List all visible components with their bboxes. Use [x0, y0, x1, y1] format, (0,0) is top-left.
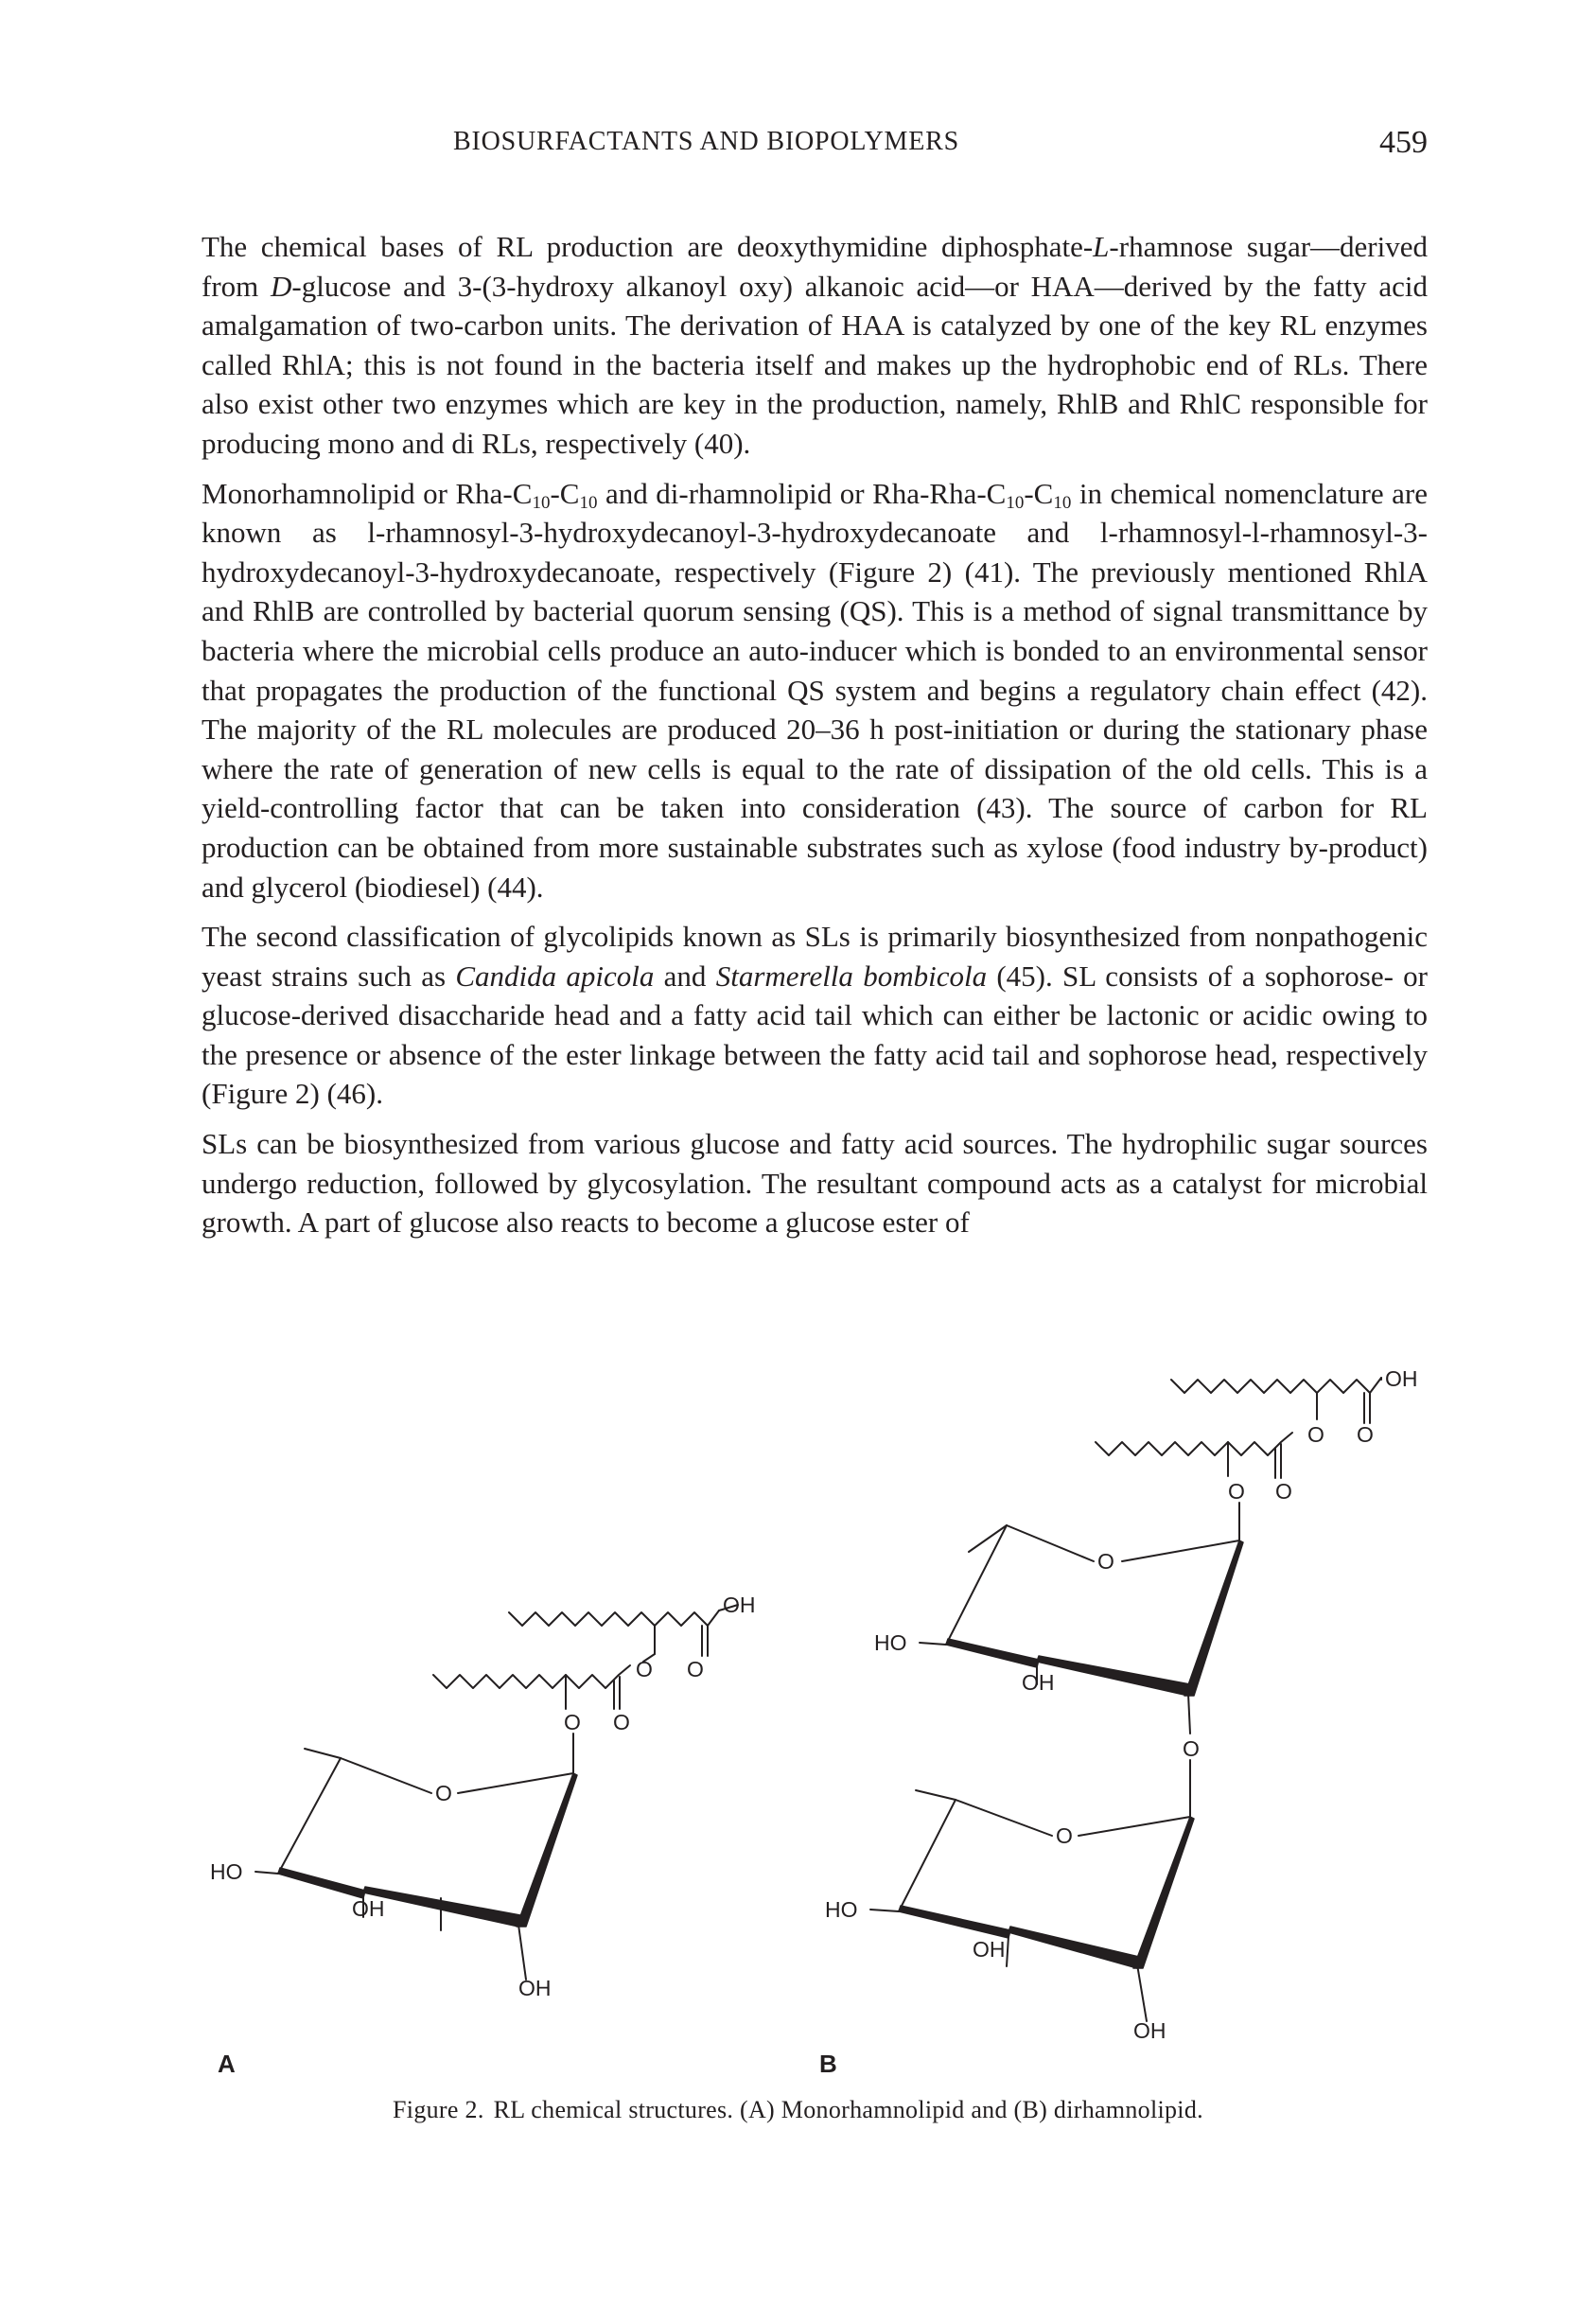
text-run: -glucose and 3-(3-hydroxy alkanoyl oxy) alkanoic acid—or HAA—derived by the fatty acid amalgamation of two-carbon units. The derivation of HAA is catalyzed by one of the key RL enzymes called RhlA; this is not found in the bacteria itself and makes up the hydrophobic end of RLs. There also exist other two enzymes which are key in the production, namely, RhlB and RhlC responsible for producing mono and di RLs, respectively (40). [202, 269, 1428, 460]
wedge-bond [1008, 1927, 1139, 1968]
ester-oxygen-label: O [564, 1710, 581, 1734]
hydroxyl-label: OH [1385, 1366, 1418, 1391]
ho-bond [255, 1872, 278, 1874]
wedge-bond [1184, 1540, 1243, 1696]
structure-b-dirhamnolipid [870, 1378, 1381, 2021]
wedge-bond [1133, 1817, 1194, 1968]
ho-bond [920, 1643, 946, 1645]
panel-label-a: A [218, 2050, 236, 2078]
text-run: The chemical bases of RL production are deoxythymidine diphosphate- [202, 230, 1094, 263]
wedge-bond [946, 1639, 1039, 1667]
text-run: -rhamnose sugar—derived from [202, 230, 1428, 303]
oh-bond [1137, 1964, 1147, 2021]
subscript: 10 [1006, 492, 1025, 513]
hydroxyl-label: OH [1133, 2018, 1166, 2043]
ring-bond [341, 1758, 431, 1793]
ring-bond [278, 1758, 341, 1874]
oh-bond [518, 1925, 526, 1980]
hydroxyl-label: OH [973, 1937, 1006, 1962]
methyl-bond [305, 1749, 341, 1758]
running-header [0, 127, 1596, 168]
ring-oxygen-label: O [1097, 1549, 1114, 1574]
wedge-bond [899, 1906, 1010, 1938]
paragraph-sophorolipids [202, 917, 1428, 1114]
subscript: 10 [1053, 492, 1072, 513]
ester-oxygen-label: O [1307, 1422, 1324, 1447]
text-run: The second classification of glycolipids known as SLs is primarily biosynthesized from nonpathogenic yeast strains such as [202, 920, 1428, 993]
text-run: (45). SL consists of a sophorose- or glucose-derived disaccharide head and a fatty acid tail which can either be lactonic or acidic owing to the presence or absence of the ester linkage between the fatty acid tail and sophorose head, respectively (Figure 2) (46). [202, 959, 1428, 1111]
text-run: SLs can be biosynthesized from various glucose and fatty acid sources. The hydrophilic sugar sources undergo reduction, followed by glycosylation. The resultant compound acts as a catalyst for microbial growth. A part of glucose also reacts to become a glucose ester of [202, 1127, 1428, 1240]
glycosidic-bond [1188, 1694, 1190, 1734]
hydroxyl-label: HO [874, 1630, 907, 1655]
glycosidic-oxygen-label: O [1183, 1736, 1200, 1761]
carbonyl-oxygen-label: O [1357, 1422, 1374, 1447]
wedge-bond [1037, 1656, 1190, 1696]
paragraph-sl-biosynthesis [202, 1124, 1428, 1242]
ring-oxygen-label: O [1056, 1823, 1073, 1848]
lower-alkyl-chain [1096, 1433, 1292, 1455]
text-run: and di-rhamnolipid or Rha-Rha-C [597, 476, 1007, 510]
wedge-bond [517, 1773, 577, 1927]
text-run: and [654, 959, 716, 993]
structure-a-monorhamnolipid [255, 1605, 738, 1980]
subscript: 10 [532, 492, 551, 513]
body-text [202, 227, 1428, 1253]
carbonyl-oxygen-label: O [613, 1710, 630, 1734]
ring-bond [458, 1773, 573, 1793]
subscript: 10 [579, 492, 598, 513]
ring-bond [946, 1525, 1007, 1645]
ester-oxygen-label: O [636, 1657, 653, 1681]
paragraph-rl-production [202, 227, 1428, 464]
hydroxyl-label: OH [723, 1593, 756, 1617]
lower-alkyl-chain [433, 1665, 630, 1688]
hydroxyl-label: OH [352, 1896, 385, 1921]
ring-bond [1079, 1817, 1190, 1836]
ring-bond [956, 1800, 1052, 1836]
figure-caption-label: Figure 2. [393, 2096, 484, 2123]
italic-run: L [1093, 230, 1110, 263]
figure-caption [0, 2096, 1596, 2124]
methyl-bond [916, 1790, 956, 1800]
hydroxyl-label: HO [210, 1859, 243, 1884]
hydroxyl-label: HO [825, 1897, 858, 1922]
text-run: in chemical nomenclature are known as l-rhamnosyl-3-hydroxydecanoyl-3-hydroxydecanoate and l-rhamnosyl-l-rhamnosyl-3-hydroxydecanoyl-3-hydroxydecanoate, respectively (Figure 2) (41). The previously mentioned RhlA and RhlB are controlled by bacterial quorum sensing (QS). This is a method of signal transmittance by bacteria where the microbial cells produce an auto-inducer which is bonded to an environmental sensor that propagates the production of the functional QS system and begins a regulatory chain effect (42). The majority of the RL molecules are produced 20–36 h post-initiation or during the stationary phase where the rate of generation of new cells is equal to the rate of dissipation of the old cells. This is a yield-controlling factor that can be taken into consideration (43). The source of carbon for RL production can be obtained from more sustainable substrates such as xylose (food industry by-product) and glycerol (biodiesel) (44). [202, 476, 1429, 904]
ring-oxygen-label: O [435, 1781, 452, 1805]
ester-oxygen-label: O [1228, 1479, 1245, 1504]
hydroxyl-label: OH [1022, 1670, 1055, 1695]
hydroxyl-label: OH [518, 1976, 552, 2000]
text-run: -C [550, 476, 580, 510]
carbonyl-oxygen-label: O [1275, 1479, 1292, 1504]
ring-bond [1122, 1540, 1239, 1561]
running-header-title: BIOSURFACTANTS AND BIOPOLYMERS [453, 127, 959, 156]
italic-run: D [271, 269, 292, 303]
text-run: -C [1024, 476, 1054, 510]
ho-bond [870, 1910, 899, 1911]
ring-bond [899, 1800, 956, 1911]
upper-alkyl-chain [1171, 1378, 1381, 1393]
panel-label-b: B [819, 2050, 837, 2078]
figure-caption-text: RL chemical structures. (A) Monorhamnolipid and (B) dirhamnolipid. [493, 2096, 1203, 2123]
carbonyl-oxygen-label: O [687, 1657, 704, 1681]
paragraph-rhamnolipid-nomenclature [202, 474, 1428, 907]
page-number: 459 [1379, 125, 1428, 160]
chemical-structures-figure [0, 1325, 1596, 2078]
text-run: Monorhamnolipid or Rha-C [202, 476, 533, 510]
oh-bond [1007, 1936, 1008, 1966]
ring-bond [1007, 1525, 1094, 1561]
italic-run: Starmerella bombicola [715, 959, 988, 993]
italic-run: Candida apicola [455, 959, 655, 993]
figure-2 [0, 1325, 1596, 2078]
wedge-bond [278, 1868, 365, 1898]
upper-alkyl-chain [509, 1611, 719, 1626]
